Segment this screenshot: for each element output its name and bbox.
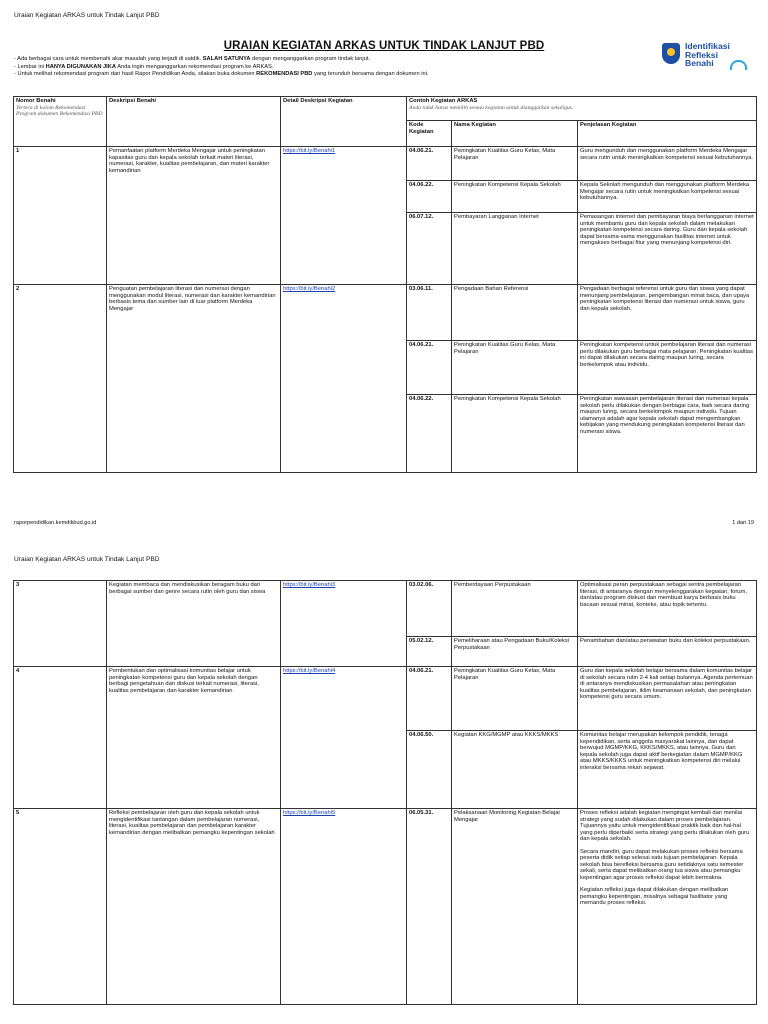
kode-kegiatan: 03.06.11. [407, 285, 452, 341]
table-row [14, 581, 757, 637]
kode-kegiatan: 04.06.21. [407, 341, 452, 395]
penjelasan-kegiatan: Komunitas belajar merupakan kelompok pendidik, tenaga kependidikan, serta anggota masyarakat lainnya, dan dapat berwujud MGMP/KKG, KKKS/MKKS, atau lainnya. Guru dan kepala sekolah juga dapat aktif berkegiatan dalam MGMP/KKG atau MKKS/KKKS untuk meningkatkan kompetensi diri melalui interaksi bersama rekan sejawat. [578, 731, 757, 809]
col-header-penjelasan: Penjelasan Kegiatan [578, 121, 757, 147]
page-title: URAIAN KEGIATAN ARKAS UNTUK TINDAK LANJUT PBD [223, 40, 545, 52]
bullet-2: - Lembar ini HANYA DIGUNAKAN JIKA Anda ingin menganggarkan rekomendasi program ke ARKAS. [14, 63, 274, 70]
nama-kegiatan: Peningkatan Kualitas Guru Kelas, Mata Pelajaran [452, 667, 578, 731]
nama-kegiatan: Pengadaan Bahan Referensi [452, 285, 578, 341]
benahi-description: Kegiatan membaca dan mendiskusikan beragam buku dari berbagai sumber dan genre secara rutin oleh guru dan siswa [107, 581, 281, 667]
kode-kegiatan: 04.06.50. [407, 731, 452, 809]
logo-arc-icon [730, 60, 747, 70]
benahi-number: 1 [14, 147, 107, 285]
footer-url: raporpendidikan.kemdikbud.go.id [14, 520, 97, 526]
kode-kegiatan: 04.06.22. [407, 181, 452, 213]
nama-kegiatan: Peningkatan Kualitas Guru Kelas, Mata Pelajaran [452, 147, 578, 181]
kode-kegiatan: 04.06.21. [407, 667, 452, 731]
kode-kegiatan: 06.07.12. [407, 213, 452, 285]
nomor-note: Tertera di kolom Rekomendasi Program dokumen Rekomendasi PBD [16, 104, 103, 117]
nama-kegiatan: Pemeliharaan atau Pengadaan Buku/Koleksi Perpustakaan [452, 637, 578, 667]
penjelasan-kegiatan: Guru dan kepala sekolah belajar bersama dalam komunitas belajar di sekolah secara rutin 2-4 kali setiap bulannya. Agenda pertemuan di antaranya mendiskusikan permasalahan atau peningkatan kualitas pembelajaran, iklim keamanaan sekolah, dan peningkatan kompetensi guru secara umum. [578, 667, 757, 731]
benahi-description: Refleksi pembelajaran oleh guru dan kepala sekolah untuk mengidentifikasi tantangan dalam pembelajaran numerasi, literasi, kualitas pembelajaran dan pembelajaran karakter kemandirian dengan melibatkan pemangku kepentingan sekolah [107, 809, 281, 1005]
col-header-nama: Nama Kegiatan [452, 121, 578, 147]
nama-kegiatan: Pelaksanaan Monitoring Kegiatan Belajar Mengajar [452, 809, 578, 1005]
table-row [14, 809, 757, 1005]
irb-logo [662, 42, 758, 72]
penjelasan-kegiatan: Pemasangan internet dan pembayaran biaya berlangganan internet untuk membantu guru dan kepala sekolah dalam melakukan peningkatan kompetensi secara daring. Guru dan kepala sekolah dapat bersama-sama menggunakan fasilitas internet untuk mengakses berbagai fitur yang menunjang kompetensi diri. [578, 213, 757, 285]
table-row [14, 147, 757, 181]
penjelasan-kegiatan: Kepala Sekolah mengunduh dan menggunakan platform Merdeka Mengajar secara rutin untuk meningkatkan kompetensi sesuai kebutuhannya. [578, 181, 757, 213]
logo-line-2: Refleksi [685, 49, 718, 60]
kode-kegiatan: 03.02.06. [407, 581, 452, 637]
bullet-3: - Untuk melihat rekomendasi program dari hasil Rapor Pendidikan Anda, silakan buka dokumen REKOMENDASI PBD yang terunduh bersama dengan dokumen ini. [14, 71, 429, 78]
penjelasan-kegiatan [578, 809, 757, 1005]
benahi-number: 5 [14, 809, 107, 1005]
penjelasan-kegiatan: Guru mengunduh dan menggunakan platform Merdeka Mengajar secara rutin untuk meningkatkan kompetensi sesuai kebutuhannya. [578, 147, 757, 181]
arkas-table-page1 [13, 96, 757, 473]
nama-kegiatan: Peningkatan Kompetensi Kepala Sekolah [452, 181, 578, 213]
kode-kegiatan: 06.05.31. [407, 809, 452, 1005]
col-header-nomor: Nomor Benahi Tertera di kolom Rekomendasi Program dokumen Rekomendasi PBD [14, 97, 107, 147]
nama-kegiatan: Kegiatan KKG/MGMP atau KKKS/MKKS [452, 731, 578, 809]
penjelasan-kegiatan: Optimalisasi peran perpustakaan sebagai sentra pembelajaran literasi, di antaranya dengan menyelenggarakan kegiatan, forum, dan/atau program diskusi dan membuat karya berbasis buku bacaan sesuai minat, konteks, atau topik tertentu. [578, 581, 757, 637]
penjelasan-paragraph: Proses refleksi adalah kegiatan mengingat kembali dan menilai strategi yang sudah dilakukan dalam proses pembelajaran. Tujuannya yaitu untuk mengidentifikasi praktik baik dan hal-hal yang perlu diperbaiki serta strategi yang perlu dilakukan oleh guru dan kepala sekolah. [580, 810, 750, 842]
nama-kegiatan: Pemberdayaan Perpustakaan [452, 581, 578, 637]
page-header: Uraian Kegiatan ARKAS untuk Tindak Lanjut PBD [14, 12, 160, 19]
col-header-contoh: Contoh Kegiatan ARKAS Anda tidak harus memilih semua kegiatan untuk dianggarkan sekaligus. [407, 97, 757, 121]
penjelasan-kegiatan: Pengadaan berbagai referensi untuk guru dan siswa yang dapat menunjang pembelajaran, pengembangan minat baca, dan upaya peningkatan kompetensi literasi dan numerasi untuk siswa, guru dan kepala sekolah. [578, 285, 757, 341]
penjelasan-kegiatan: Peningkatan wawasan pembelajaran literasi dan numerasi kepala sekolah perlu dilakukan dengan berbagai cara, baik secara daring maupun luring, secara berkelompok maupun individu. Tujuan utamanya adalah agar kepala sekolah dapat mengembangkan kebijakan yang mendukung peningkatan kompetensi literasi dan numerasi siswa. [578, 395, 757, 473]
benahi-number: 3 [14, 581, 107, 667]
col-header-detail: Detail Deskripsi Kegiatan [281, 97, 407, 147]
benahi-description: Pembentukan dan optimalisasi komunitas belajar untuk peningkatan kompetensi guru dan kepala sekolah dengan berbagi pengetahuan dan diskusi terkait numerasi, literasi, kualitas pembelajaran dan karakter kemandirian [107, 667, 281, 809]
table-row [14, 285, 757, 341]
page-number: 1 dari 19 [732, 520, 754, 526]
bullet-1: - Ada berbagai cara untuk membenahi akar masalah yang terjadi di satdik. SALAH SATUNYA dengan menganggarkan program tindak lanjut. [14, 56, 370, 62]
col-header-kode: Kode Kegiatan [407, 121, 452, 147]
benahi-description: Penguatan pembelajaran literasi dan numerasi dengan menggunakan modul literasi, numerasi dan karakter kemandirian berbasis tema dan sumber lain di luar platform Merdeka Mengajar [107, 285, 281, 473]
benahi-detail-link[interactable]: https://bit.ly/Benahi5 [283, 810, 336, 816]
logo-line-3: Benahi [685, 58, 714, 69]
logo-line-1: Identifikasi [685, 41, 730, 51]
benahi-number: 4 [14, 667, 107, 809]
benahi-detail-link[interactable]: https://bit.ly/Benahi3 [283, 582, 336, 588]
instruction-bullets [14, 56, 428, 79]
kode-kegiatan: 04.06.22. [407, 395, 452, 473]
kode-kegiatan: 04.06.21. [407, 147, 452, 181]
benahi-detail-link[interactable]: https://bit.ly/Benahi4 [283, 668, 336, 674]
penjelasan-kegiatan: Peningkatan kompetensi untuk pembelajaran literasi dan numerasi perlu dilakukan guru berbagai mata pelajaran. Peningkatan kualitas ini dapat dilakukan secara daring maupun luring, secara berkelompok atau individu. [578, 341, 757, 395]
page-header: Uraian Kegiatan ARKAS untuk Tindak Lanjut PBD [14, 556, 160, 563]
tut-wuri-emblem-icon [662, 43, 680, 64]
nama-kegiatan: Peningkatan Kualitas Guru Kelas, Mata Pelajaran [452, 341, 578, 395]
benahi-detail-link[interactable]: https://bit.ly/Benahi1 [283, 148, 336, 154]
col-header-deskripsi: Deskripsi Benahi [107, 97, 281, 147]
contoh-note: Anda tidak harus memilih semua kegiatan untuk dianggarkan sekaligus. [409, 104, 574, 111]
arkas-table-page2 [13, 580, 757, 1005]
penjelasan-kegiatan: Penambahan dan/atau perawatan buku dan koleksi perpustakaan. [578, 637, 757, 667]
benahi-detail-link[interactable]: https://bit.ly/Benahi2 [283, 286, 336, 292]
kode-kegiatan: 05.02.12. [407, 637, 452, 667]
penjelasan-paragraph: Secara mandiri, guru dapat melakukan proses refleksi bersama peserta didik setiap selesai satu tujuan pembelajaran. Kepala sekolah bisa berefleksi bersama guru setidaknya satu semester sekali, serta dapat melibatkan orang tua siswa atau pemangku kepentingan agar proses refleksi dapat lebih bermakna. [580, 848, 744, 881]
penjelasan-paragraph: Kegiatan refleksi juga dapat dilakukan dengan melibatkan pemangku kepentingan, misalnya sebagai fasilitator yang memandu proses refleksi. [580, 887, 729, 906]
benahi-description: Pemanfaatan platform Merdeka Mengajar untuk peningkatan kapasitas guru dan kepala sekolah terkait materi literasi, numerasi, karakter, kualitas pembelajaran, dan materi karakter kemandirian [107, 147, 281, 285]
nama-kegiatan: Pembayaran Langganan Internet [452, 213, 578, 285]
nama-kegiatan: Peningkatan Kompetensi Kepala Sekolah [452, 395, 578, 473]
benahi-number: 2 [14, 285, 107, 473]
table-row [14, 667, 757, 731]
